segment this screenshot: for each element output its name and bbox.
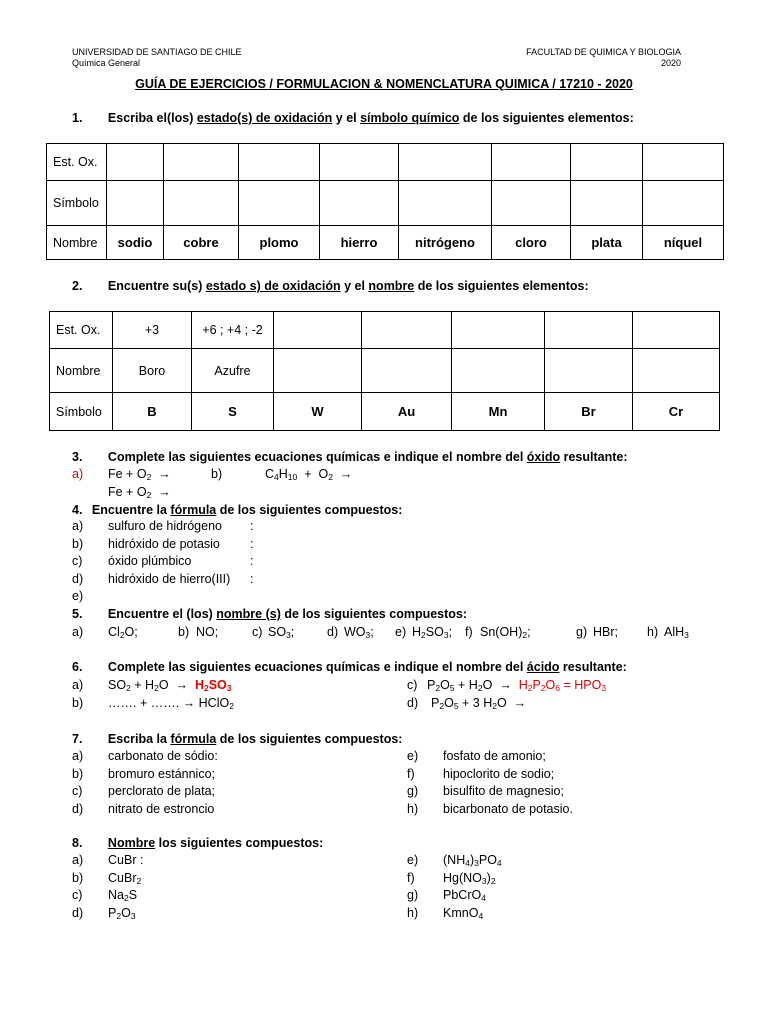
answer-cell[interactable] — [239, 181, 320, 226]
question-6-item-d: d) $P_2O_5 + 3$ $H_2O$ → — [407, 696, 527, 711]
university-name: UNIVERSIDAD DE SANTIAGO DE CHILE — [72, 47, 242, 57]
compound: $Sn(OH)_2$; — [480, 625, 531, 640]
list-item: e) — [72, 589, 84, 603]
question-4-list — [72, 518, 253, 606]
answer-cell[interactable] — [633, 312, 720, 349]
answer-cell[interactable] — [643, 144, 724, 181]
answer-cell[interactable] — [545, 312, 633, 349]
answer-cell[interactable] — [633, 349, 720, 393]
answer-cell[interactable] — [320, 181, 399, 226]
equation: $Fe + O_2$ → — [108, 485, 171, 500]
answer-cell[interactable] — [399, 144, 492, 181]
answer-cell[interactable] — [492, 181, 571, 226]
element-symbol: Cr — [633, 393, 720, 431]
list-item: b) CuBr$_2$ — [72, 870, 142, 886]
equation: $C_4H_{10} + O_2$ → — [265, 467, 353, 482]
item-label: a) — [72, 467, 84, 481]
element-symbol: Mn — [452, 393, 545, 431]
element-name: Azufre — [192, 349, 274, 393]
answer-cell[interactable] — [164, 144, 239, 181]
question-6-item-b: b) ……. + ……. → HClO$_2$ — [72, 696, 234, 711]
answer-cell[interactable] — [452, 312, 545, 349]
list-item: h) bicarbonato de potasio. — [407, 801, 573, 816]
question-2-table — [49, 311, 720, 431]
question-7-list-right — [407, 748, 573, 818]
row-label-oxidation: Est. Ox. — [50, 312, 113, 349]
question-8-heading: 8. Nombre los siguientes compuestos: — [72, 836, 324, 850]
answer-cell[interactable] — [362, 349, 452, 393]
element-name: hierro — [320, 226, 399, 260]
compound: $SO_3$; — [268, 625, 295, 640]
compound: NO; — [196, 625, 219, 639]
question-3-item-b — [211, 466, 352, 484]
question-2-heading: 2. Encuentre su(s) estado s) de oxidación y el nombre de los siguientes elementos: — [72, 279, 589, 293]
list-item: c) perclorato de plata; — [72, 784, 216, 798]
compound: HBr; — [593, 625, 618, 639]
answer-cell[interactable] — [164, 181, 239, 226]
compound: $WO_3$; — [344, 625, 374, 640]
answer-cell[interactable] — [452, 349, 545, 393]
row-label-name: Nombre — [50, 349, 113, 393]
question-8-list-right — [407, 852, 502, 922]
answer-cell[interactable] — [239, 144, 320, 181]
question-6-item-c: c) $P_2O_5 + H_2O \to H_2P_2O_6 = HPO_3$ — [407, 678, 607, 693]
answer-cell[interactable] — [545, 349, 633, 393]
compound: $Cl_2O$; — [108, 625, 138, 640]
list-item: b) hidróxido de potasio : — [72, 536, 254, 551]
equation: $P_2O_5 + 3$ $H_2O$ → — [431, 696, 527, 711]
question-5-heading: 5. Encuentre el (los) nombre (s) de los siguientes compuestos: — [72, 607, 468, 621]
equation: $P_2O_5 + H_2O \to H_2P_2O_6 = HPO_3$ — [427, 678, 607, 693]
compound: AlH$_3$ — [664, 625, 689, 640]
list-item: b) bromuro estánnico; — [72, 766, 216, 781]
answer-cell[interactable] — [107, 181, 164, 226]
answer-cell[interactable] — [492, 144, 571, 181]
list-item: e) $(NH_4)_3PO_4$ — [407, 853, 502, 868]
row-label-symbol: Símbolo — [50, 393, 113, 431]
answer-cell[interactable] — [571, 144, 643, 181]
item-label: b) — [211, 467, 223, 481]
faculty-name: FACULTAD DE QUIMICA Y BIOLOGIA — [526, 47, 681, 57]
answer-cell[interactable] — [274, 349, 362, 393]
question-3-heading: 3. Complete las siguientes ecuaciones químicas e indique el nombre del óxido resultante: — [72, 450, 628, 464]
answer-cell[interactable] — [643, 181, 724, 226]
answer-cell[interactable] — [274, 312, 362, 349]
year: 2020 — [660, 58, 681, 68]
question-6-heading: 6. Complete las siguientes ecuaciones químicas e indique el nombre del ácido resultante: — [72, 660, 627, 674]
equation: $SO_2 + H_2O \to H_2SO_3$ — [108, 678, 232, 693]
list-item: a) CuBr : — [72, 853, 144, 867]
course-name: Química General — [72, 58, 141, 68]
list-item: f) hipoclorito de sodio; — [407, 766, 555, 781]
header-left — [72, 47, 242, 69]
element-name: plata — [571, 226, 643, 260]
header-right — [526, 47, 681, 69]
list-item: g) PbCrO$_4$ — [407, 888, 486, 903]
page-title: GUÍA DE EJERCICIOS / FORMULACION & NOMENCLATURA QUIMICA / 17210 - 2020 — [135, 77, 633, 91]
question-1-heading: 1. Escriba el(los) estado(s) de oxidación y el símbolo químico de los siguientes elementos: — [72, 111, 634, 125]
list-item: a) sulfuro de hidrógeno : — [72, 519, 254, 533]
question-6-item-a: a) $SO_2 + H_2O \to H_2SO_3$ — [72, 678, 232, 693]
list-item: e) fosfato de amonio; — [407, 749, 546, 763]
question-8-list-left — [72, 852, 143, 922]
answer-cell[interactable] — [107, 144, 164, 181]
question-4-heading: 4. Encuentre la fórmula de los siguientes compuestos: — [72, 503, 403, 517]
oxidation-state: +6 ; +4 ; -2 — [192, 312, 274, 349]
list-item: f) $Hg(NO_3)_2$ — [407, 870, 496, 886]
element-symbol: W — [274, 393, 362, 431]
question-3-item-a — [72, 466, 171, 484]
element-symbol: B — [113, 393, 192, 431]
element-name: cobre — [164, 226, 239, 260]
list-item: d) nitrato de estroncio — [72, 801, 215, 816]
question-3-item-a2 — [108, 484, 171, 502]
list-item: c) óxido plúmbico : — [72, 554, 254, 568]
list-item: g) bisulfito de magnesio; — [407, 784, 564, 798]
element-name: plomo — [239, 226, 320, 260]
answer-cell[interactable] — [571, 181, 643, 226]
element-symbol: S — [192, 393, 274, 431]
element-symbol: Au — [362, 393, 452, 431]
answer-cell[interactable] — [362, 312, 452, 349]
row-label-symbol: Símbolo — [47, 181, 107, 226]
element-name: sodio — [107, 226, 164, 260]
row-label-oxidation: Est. Ox. — [47, 144, 107, 181]
row-label-name: Nombre — [47, 226, 107, 260]
element-name: Boro — [113, 349, 192, 393]
list-item: a) carbonato de sódio: — [72, 749, 218, 763]
list-item: h) KmnO$_4$ — [407, 905, 484, 921]
element-name: níquel — [643, 226, 724, 260]
question-7-heading: 7. Escriba la fórmula de los siguientes compuestos: — [72, 732, 403, 746]
question-7-list-left — [72, 748, 218, 818]
equation: $Fe + O_2$ → — [108, 467, 171, 482]
answer-cell[interactable] — [320, 144, 399, 181]
equation: ……. + ……. → HClO$_2$ — [108, 696, 234, 711]
oxidation-state: +3 — [113, 312, 192, 349]
list-item: d) hidróxido de hierro(III) : — [72, 571, 254, 586]
list-item: d) $P_2O_3$ — [72, 905, 136, 921]
answer-cell[interactable] — [399, 181, 492, 226]
element-name: cloro — [492, 226, 571, 260]
list-item: c) $Na_2S$ — [72, 888, 138, 903]
compound: $H_2SO_3$; — [412, 625, 453, 640]
element-symbol: Br — [545, 393, 633, 431]
element-name: nitrógeno — [399, 226, 492, 260]
question-1-table — [46, 143, 724, 260]
